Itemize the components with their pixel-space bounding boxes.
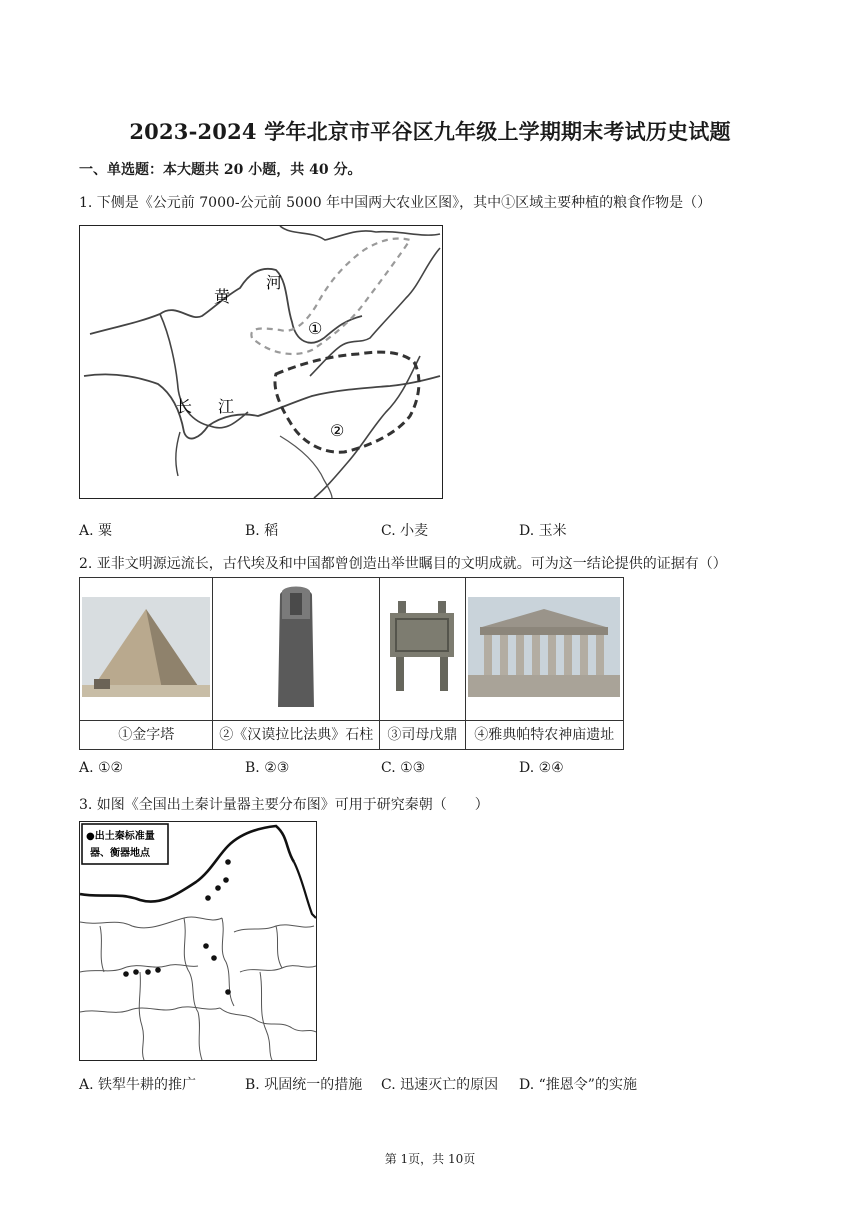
question-1-stem: 1. 下侧是《公元前 7000-公元前 5000 年中国两大农业区图》，其中①区域主要种植的粮食作物是（） <box>79 195 712 211</box>
question-3-stem: 3. 如图《全国出土秦计量器主要分布图》可用于研究秦朝（ ） <box>79 797 489 813</box>
site-dot <box>133 969 139 975</box>
q2-option-c[interactable]: C. ①③ <box>381 760 426 776</box>
parthenon-cell <box>465 578 623 721</box>
legend-line-1: ●出土秦标准量 <box>86 831 155 842</box>
site-dot <box>145 969 151 975</box>
simuwu-ding-image <box>382 597 462 697</box>
q2-option-a[interactable]: A. ①② <box>79 760 124 776</box>
agriculture-map-drawing <box>80 226 442 498</box>
legend-line-2: 器、衡器地点 <box>90 848 150 859</box>
site-dot <box>225 989 231 995</box>
q3-option-a[interactable]: A. 铁犁牛耕的推广 <box>79 1077 197 1093</box>
q1-option-b[interactable]: B. 稻 <box>245 523 279 539</box>
map-label-region-2: ② <box>330 421 345 440</box>
caption-pyramid: ①金字塔 <box>80 721 213 750</box>
artifact-table <box>79 577 624 750</box>
q3-option-c[interactable]: C. 迅速灭亡的原因 <box>381 1077 499 1093</box>
map-label-huang: 黄 <box>214 287 231 306</box>
q1-option-d[interactable]: D. 玉米 <box>519 523 567 539</box>
hammurabi-stele-cell <box>213 578 380 721</box>
map-label-region-1: ① <box>308 319 323 338</box>
site-dot <box>225 859 231 865</box>
qin-measures-map <box>79 821 317 1061</box>
site-dot <box>203 943 209 949</box>
section-heading: 一、单选题：本大题共 20 小题，共 40 分。 <box>79 162 362 178</box>
parthenon-image <box>468 597 620 697</box>
site-dot <box>123 971 129 977</box>
q3-option-b[interactable]: B. 巩固统一的措施 <box>245 1077 363 1093</box>
qin-measures-map-drawing <box>80 822 316 1060</box>
site-dot <box>211 955 217 961</box>
site-dot <box>215 885 221 891</box>
map-label-he: 河 <box>266 273 283 292</box>
question-2-stem: 2. 亚非文明源远流长，古代埃及和中国都曾创造出举世瞩目的文明成就。可为这一结论提供的证据有（） <box>79 556 727 572</box>
site-dot <box>155 967 161 973</box>
q1-option-a[interactable]: A. 粟 <box>79 523 113 539</box>
simuwu-ding-cell <box>380 578 465 721</box>
exam-title: 2023-2024 学年北京市平谷区九年级上学期期末考试历史试题 <box>129 119 731 144</box>
q2-option-b[interactable]: B. ②③ <box>245 760 290 776</box>
q2-option-d[interactable]: D. ②④ <box>519 760 564 776</box>
page-footer: 第 1页，共 10页 <box>384 1152 476 1166</box>
agriculture-map <box>79 225 443 499</box>
caption-hammurabi: ②《汉谟拉比法典》石柱 <box>213 721 380 750</box>
hammurabi-stele-image <box>266 583 326 711</box>
pyramid-image <box>82 597 210 697</box>
caption-parthenon: ④雅典帕特农神庙遗址 <box>465 721 623 750</box>
map-label-jiang: 江 <box>218 397 235 416</box>
q3-option-d[interactable]: D. “推恩令”的实施 <box>519 1077 637 1093</box>
site-dot <box>205 895 211 901</box>
pyramid-cell <box>80 578 213 721</box>
q1-option-c[interactable]: C. 小麦 <box>381 523 429 539</box>
caption-simuwu: ③司母戊鼎 <box>380 721 465 750</box>
site-dot <box>223 877 229 883</box>
map-label-chang: 长 <box>176 397 193 416</box>
